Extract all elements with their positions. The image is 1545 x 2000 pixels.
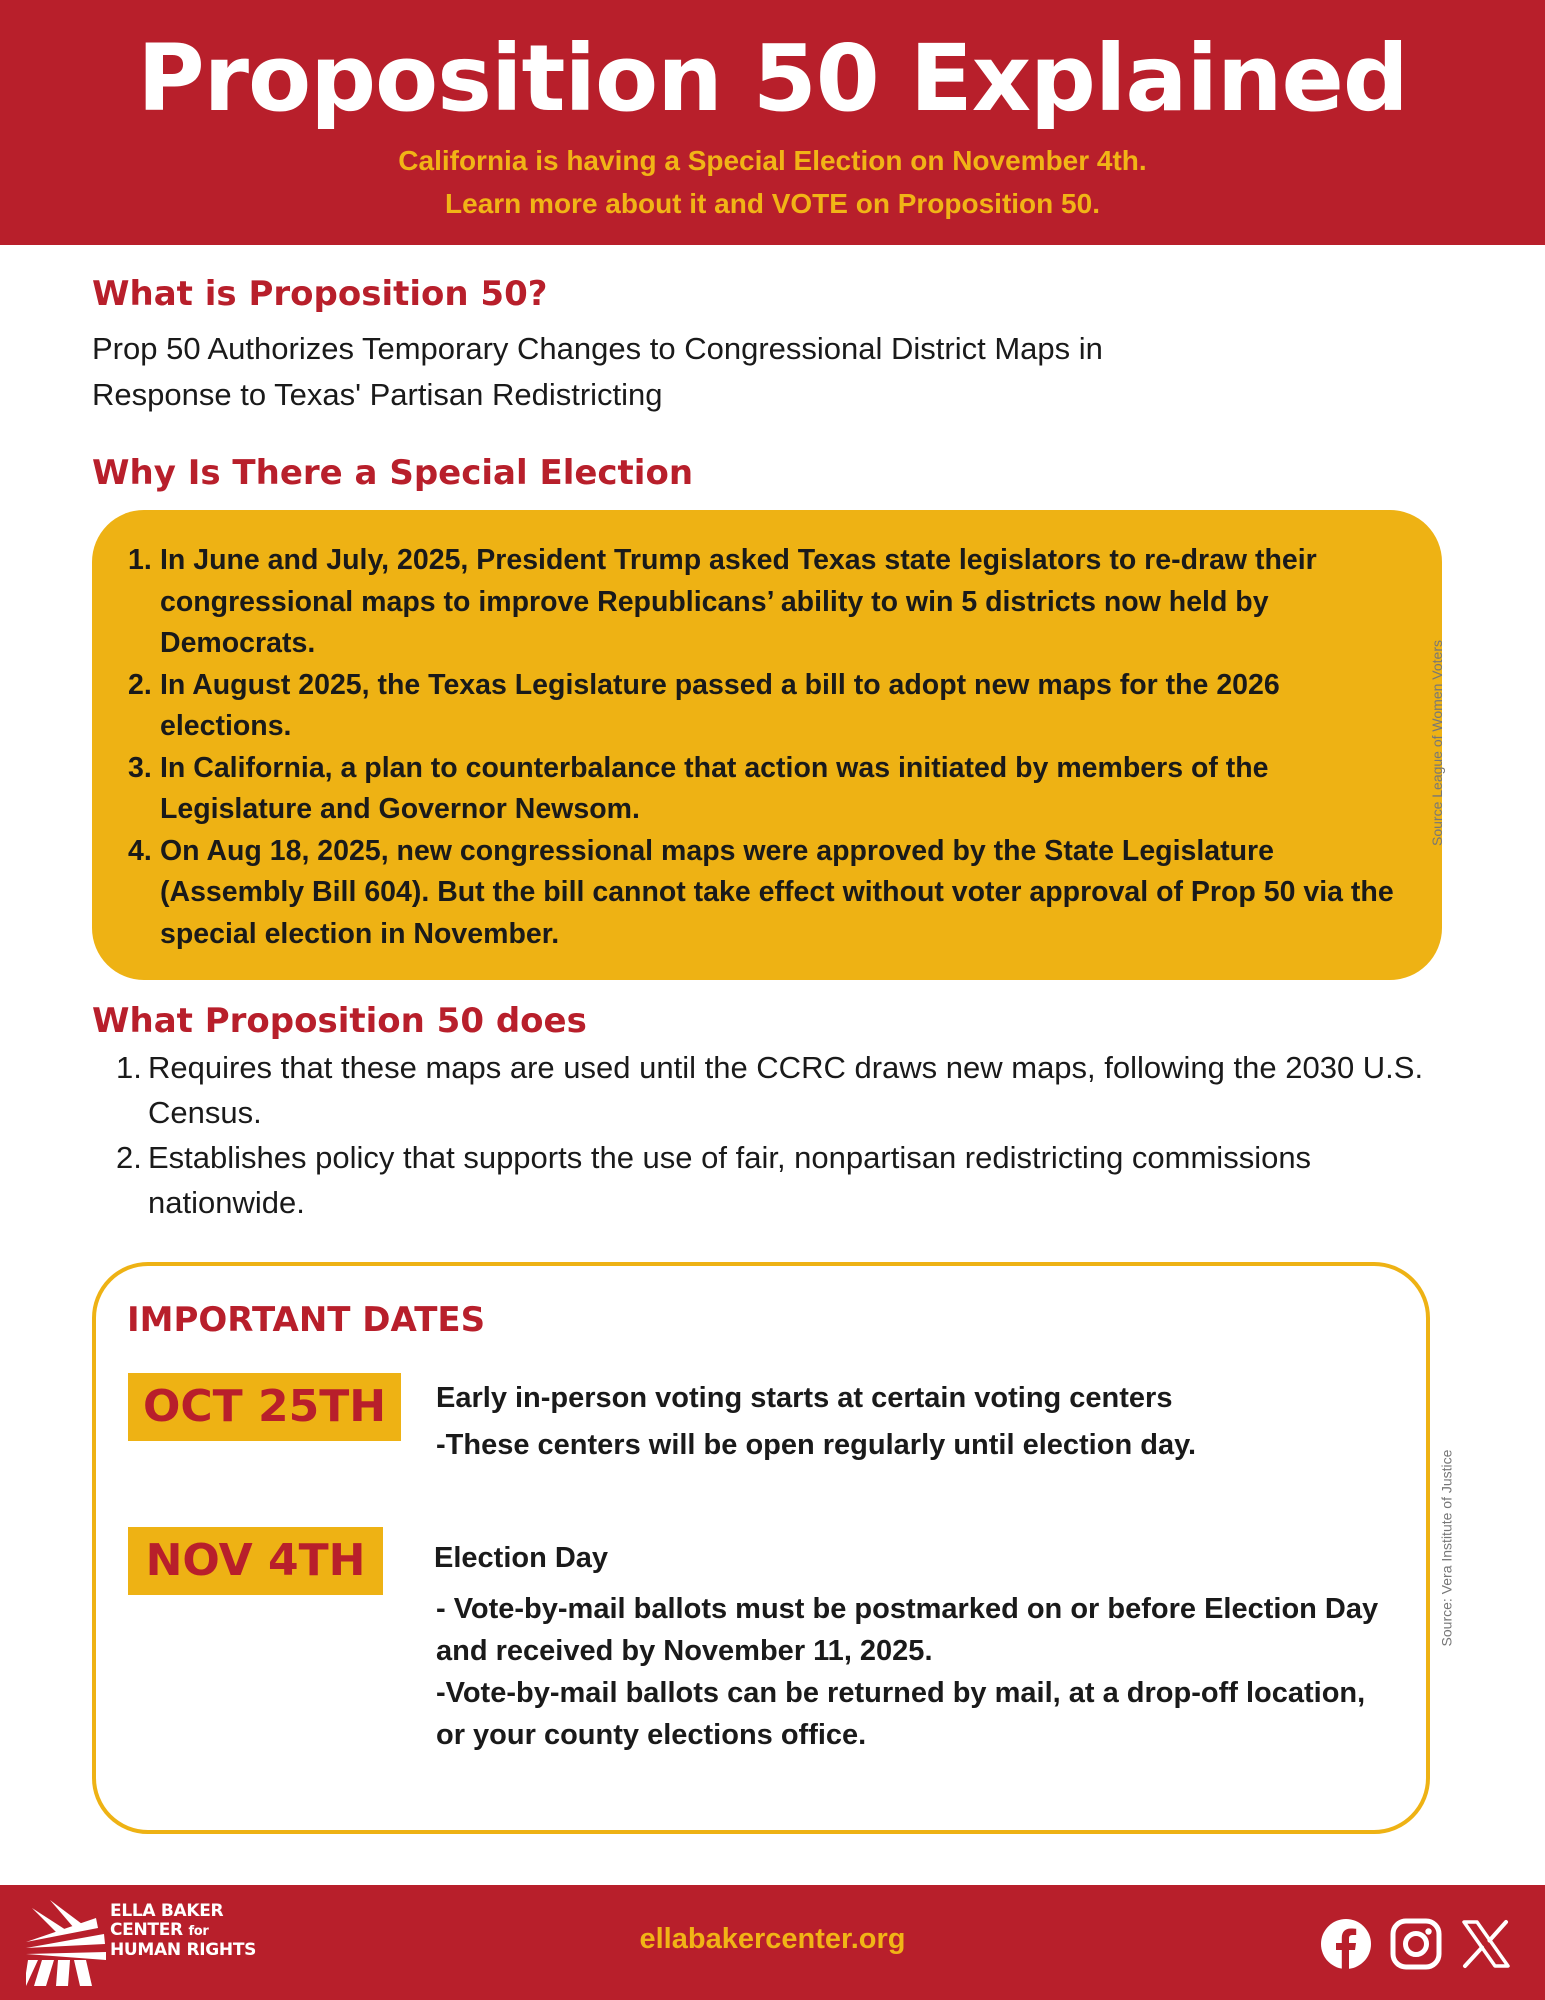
why-item-number: 2. [128, 668, 152, 701]
what-is-heading: What is Proposition 50? [92, 274, 548, 314]
does-heading: What Proposition 50 does [92, 1001, 587, 1041]
does-item-number: 1. [116, 1050, 142, 1085]
date-badge-oct-25: OCT 25TH [128, 1373, 401, 1441]
why-heading: Why Is There a Special Election [92, 453, 694, 493]
does-list-item [116, 1135, 1436, 1225]
dates-source-note: Source: Vera Institute of Justice [1438, 1449, 1455, 1647]
date-event-description [436, 1588, 1396, 1756]
logo-line-3: HUMAN RIGHTS [110, 1940, 257, 1960]
subtitle-line-2: Learn more about it and VOTE on Proposition 50. [445, 188, 1100, 219]
date-badge-nov-4: NOV 4TH [128, 1527, 383, 1595]
x-icon[interactable] [1460, 1918, 1512, 1970]
important-dates-heading: IMPORTANT DATES [127, 1300, 486, 1340]
date-event-title: Early in-person voting starts at certain voting centers [436, 1382, 1173, 1414]
why-item-text: In California, a plan to counterbalance that action was initiated by members of the Legislature and Governor Newsom. [160, 751, 1269, 825]
date-event-title: Election Day [434, 1542, 609, 1574]
date-event-line: -Vote-by-mail ballots can be returned by mail, at a drop-off location, or your county elections office. [436, 1677, 1366, 1751]
why-item-number: 3. [128, 751, 152, 784]
why-item-text: In June and July, 2025, President Trump asked Texas state legislators to re-draw their congressional maps to improve Republicans’ ability to win 5 districts now held by Democrats. [160, 544, 1317, 659]
why-list-item [128, 665, 1418, 748]
what-is-line-2: Response to Texas' Partisan Redistricting [92, 377, 663, 412]
subtitle-line-1: California is having a Special Election on November 4th. [398, 145, 1147, 176]
why-list [128, 540, 1418, 955]
website-link[interactable]: ellabakercenter.org [639, 1923, 906, 1955]
why-item-text: On Aug 18, 2025, new congressional maps were approved by the State Legislature (Assembly Bill 604). But the bill cannot take effect without voter approval of Prop 50 via the special election in November. [160, 834, 1394, 950]
instagram-icon[interactable] [1390, 1918, 1442, 1970]
does-item-text: Requires that these maps are used until the CCRC draws new maps, following the 2030 U.S. Census. [148, 1050, 1424, 1130]
does-list [116, 1045, 1436, 1225]
does-list-item [116, 1045, 1436, 1135]
why-item-number: 4. [128, 834, 152, 867]
logo-line-1: ELLA BAKER [110, 1901, 224, 1921]
why-list-item [128, 748, 1418, 831]
why-list-item [128, 831, 1418, 956]
date-event-line: -These centers will be open regularly until election day. [436, 1429, 1197, 1461]
what-is-line-1: Prop 50 Authorizes Temporary Changes to Congressional District Maps in [92, 331, 1103, 366]
facebook-icon[interactable] [1320, 1918, 1372, 1970]
does-item-text: Establishes policy that supports the use of fair, nonpartisan redistricting commissions nationwide. [148, 1140, 1312, 1220]
logo-line-2-for: for [188, 1924, 209, 1939]
what-is-description [92, 326, 1392, 418]
header-banner [0, 0, 1545, 245]
date-event-line: - Vote-by-mail ballots must be postmarked on or before Election Day and received by November 11, 2025. [436, 1593, 1379, 1667]
why-list-item [128, 540, 1418, 665]
why-item-text: In August 2025, the Texas Legislature passed a bill to adopt new maps for the 2026 elections. [160, 668, 1280, 742]
page-title: Proposition 50 Explained [137, 25, 1408, 132]
why-item-number: 1. [128, 544, 152, 576]
does-item-number: 2. [116, 1140, 142, 1175]
why-source-note: Source League of Women Voters [1428, 640, 1445, 846]
logo-line-2-main: CENTER [110, 1920, 189, 1940]
date-event-description [436, 1424, 1396, 1466]
